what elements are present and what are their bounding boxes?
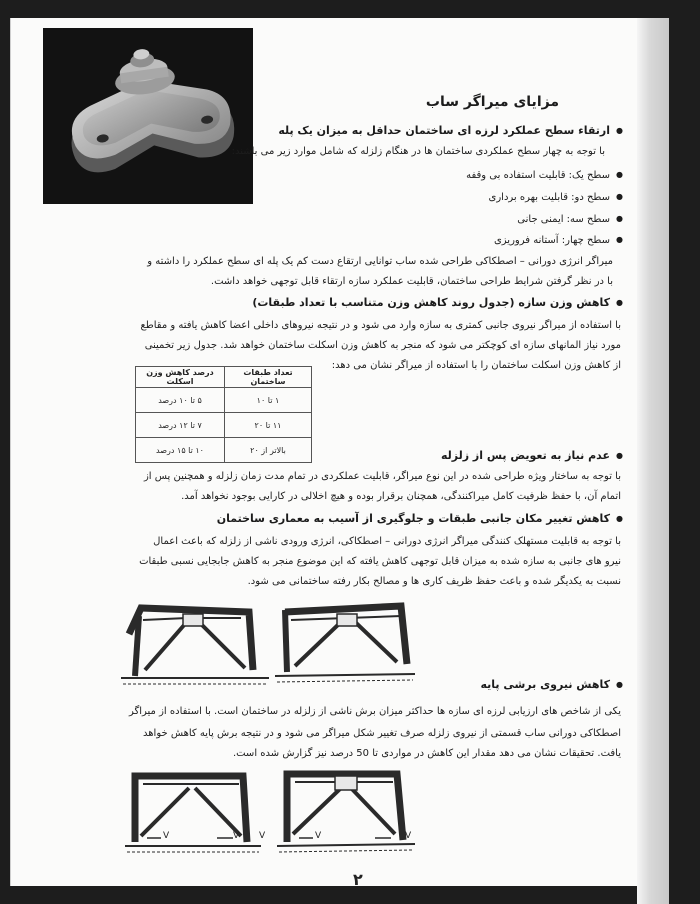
section1-intro: با توجه به چهار سطح عملکردی ساختمان ها در هنگام زلزله که شامل موارد زیر می باشند: bbox=[231, 146, 605, 157]
braced-frame-figure-bottom bbox=[121, 762, 421, 854]
section4-body-line: نیرو های جانبی به سازه شده به میزان قابل توجهی کاهش یافته که این موضوع منجر به کاهش جابجایی نسبی طبقات bbox=[139, 556, 621, 567]
table-cell: ۷ تا ۱۲ درصد bbox=[136, 413, 225, 438]
level-item: ● سطح یک: قابلیت استفاده بی وقفه bbox=[466, 166, 623, 185]
section-heading: مزایای میراگر ساب bbox=[425, 94, 559, 110]
document-page bbox=[10, 18, 669, 889]
damper-photo bbox=[43, 28, 253, 204]
section2-body-line: مورد نیاز المانهای سازه ای کوچکتر می شود که منجر به کاهش وزن اسکلت ساختمان خواهد شد. جدول زیر تخمینی bbox=[144, 340, 621, 351]
table-cell: ۱۰ تا ۱۵ درصد bbox=[136, 438, 225, 463]
table-row bbox=[136, 413, 312, 438]
shear-label: V bbox=[405, 831, 412, 841]
shear-label: V bbox=[163, 831, 170, 841]
table-cell: ۵ تا ۱۰ درصد bbox=[136, 388, 225, 413]
section5-body-line: یکی از شاخص های ارزیابی لرزه ای سازه ها حداکثر میزان برش ناشی از زلزله در ساختمان است. با استفاده از میراگر bbox=[128, 706, 621, 717]
section4-title: ● کاهش تغییر مکان جانبی طبقات و جلوگیری از آسیب به معماری ساختمان bbox=[217, 512, 623, 525]
section4-body-line: با توجه به قابلیت مستهلک کنندگی میراگر انرژی دورانی – اصطکاکی، انرژی ورودی ناشی از زلزله که باعث اعمال bbox=[153, 536, 621, 547]
scan-edge-shadow bbox=[637, 18, 669, 904]
section4-body-line: نسبت به یکدیگر شده و باعث حفظ ظریف کاری ها و مصالح بکار رفته ساختمانی می شود. bbox=[247, 576, 621, 587]
section2-title: ● کاهش وزن سازه (جدول روند کاهش وزن متناسب با تعداد طبقات) bbox=[252, 296, 623, 309]
section3-title: ● عدم نیاز به تعویض پس از زلزله bbox=[441, 449, 623, 462]
table-header-row bbox=[136, 367, 312, 388]
table-header: درصد کاهش وزن اسکلت bbox=[136, 367, 225, 388]
shear-label: V bbox=[233, 831, 240, 841]
level-item: ● سطح چهار: آستانه فروریزی bbox=[494, 231, 623, 250]
weight-reduction-table bbox=[135, 366, 312, 463]
section2-body-line: از کاهش وزن اسکلت ساختمان را با استفاده از میراگر نشان می دهد: bbox=[331, 360, 621, 371]
section5-title: ● کاهش نیروی برشی پایه bbox=[480, 678, 623, 691]
section1-body-line: با در نظر گرفتن شرایط طراحی ساختمان، قابلیت عملکرد سازه ارتقاء قابل توجهی خواهد داشت. bbox=[210, 276, 613, 287]
section5-body-line: اصطکاکی دورانی ساب قسمتی از نیروی زلزله صرف تغییر شکل میراگر می شود و در نتیجه برش پایه کاهش خواهد bbox=[143, 728, 621, 739]
section1-body-line: میراگر انرژی دورانی – اصطکاکی طراحی شده ساب توانایی ارتقاع دست کم یک پله ای سطح عملکرد را داشته و bbox=[147, 256, 613, 267]
table-row bbox=[136, 388, 312, 413]
page-number: ۲ bbox=[353, 870, 363, 889]
table-cell: ۱ تا ۱۰ bbox=[225, 388, 312, 413]
section1-title: ● ارتقاء سطح عملکرد لرزه ای ساختمان حداقل به میزان یک پله bbox=[278, 124, 623, 137]
table-header: تعداد طبقات ساختمان bbox=[225, 367, 312, 388]
table-cell: بالاتر از ۲۰ bbox=[225, 438, 312, 463]
shear-label: V bbox=[315, 831, 322, 841]
section3-body-line: اتمام آن، با حفظ ظرفیت کامل میراکنندگی، همچنان برقرار بوده و هیچ اخلالی در کارایی بوجود نخواهد آمد. bbox=[181, 491, 621, 502]
section2-body-line: با استفاده از میراگر نیروی جانبی کمتری به سازه وارد می شود و در نتیجه نیروهای داخلی اعضا کاهش یافته و مقاطع bbox=[140, 320, 621, 331]
level-item: ● سطح دو: قابلیت بهره برداری bbox=[489, 188, 623, 207]
shear-label: V bbox=[259, 831, 266, 841]
table-row bbox=[136, 438, 312, 463]
braced-frame-figure-top bbox=[119, 602, 419, 690]
table-cell: ۱۱ تا ۲۰ bbox=[225, 413, 312, 438]
section3-body-line: با توجه به ساختار ویژه طراحی شده در این نوع میراگر، قابلیت عملکردی در تمام مدت زمان زلزله و همچنین پس از bbox=[143, 471, 621, 482]
section5-body-line: یافت. تحقیقات نشان می دهد مقدار این کاهش در مواردی تا 50 درصد نیز گزارش شده است. bbox=[232, 748, 621, 759]
level-item: ● سطح سه: ایمنی جانی bbox=[517, 210, 623, 229]
